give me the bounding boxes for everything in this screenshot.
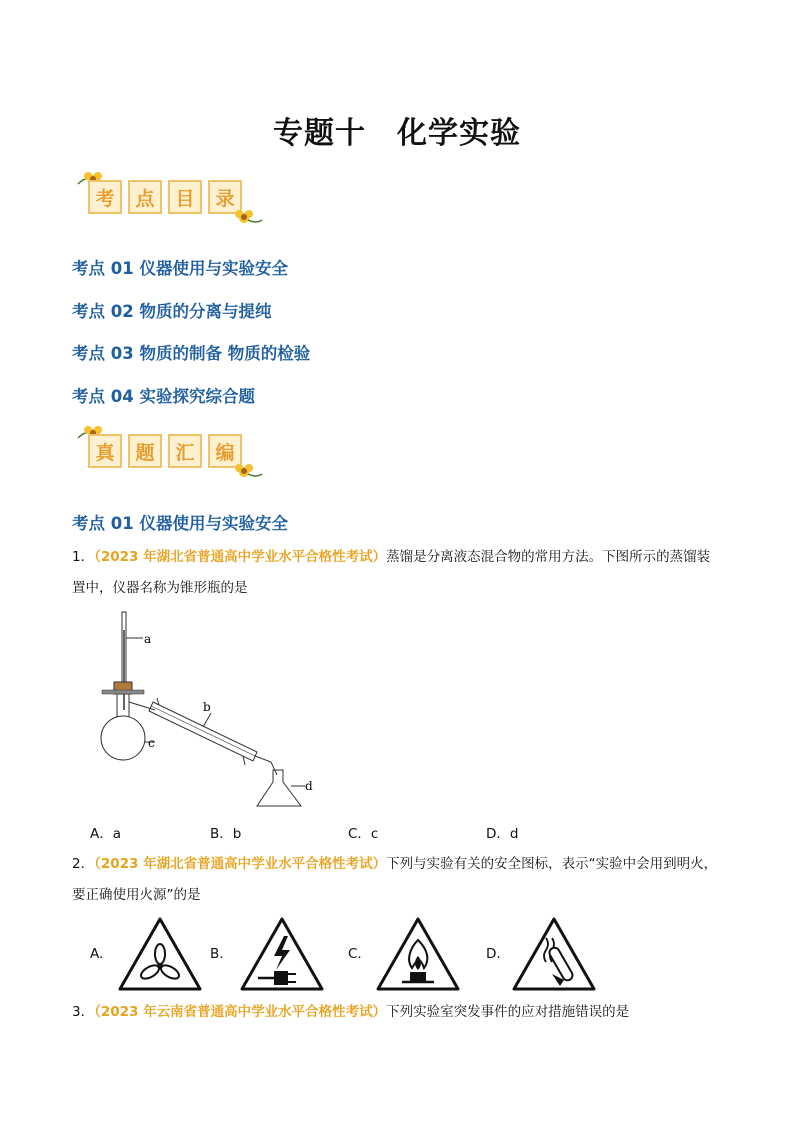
real-questions-banner — [76, 424, 266, 484]
question-2 — [72, 849, 732, 911]
question-1 — [72, 542, 732, 604]
option-a[interactable]: A. — [90, 946, 104, 962]
banner-char: 汇 — [168, 434, 202, 468]
toc-item[interactable]: 考点 04 实验探究综合题 — [72, 387, 255, 406]
option-c[interactable]: C．c — [348, 826, 379, 842]
option-b[interactable]: B．b — [210, 826, 242, 842]
option-a[interactable]: A．a — [90, 826, 122, 842]
toc-item[interactable]: 考点 01 仪器使用与实验安全 — [72, 259, 288, 278]
figure-label: a — [144, 632, 152, 646]
option-b[interactable]: B. — [210, 946, 224, 962]
question-number: 1． — [72, 549, 95, 565]
fan-warning-icon[interactable] — [118, 916, 202, 992]
banner-char: 点 — [128, 180, 162, 214]
question-source: （2023 年湖北省普通高中学业水平合格性考试） — [94, 549, 387, 565]
page-title: 专题十 化学实验 — [273, 116, 521, 151]
figure-label: b — [203, 700, 211, 714]
banner-char: 目 — [168, 180, 202, 214]
open-flame-icon[interactable] — [376, 916, 460, 992]
toc-item[interactable]: 考点 03 物质的制备 物质的检验 — [72, 344, 311, 363]
electric-warning-icon[interactable] — [240, 916, 324, 992]
banner-char: 编 — [208, 434, 242, 468]
banner-char: 题 — [128, 434, 162, 468]
question-3 — [72, 997, 732, 1028]
question-text: 蒸馏是分离液态混合物的常用方法。下图所示的蒸馏装 — [386, 549, 711, 565]
toc-banner — [76, 170, 266, 230]
option-d[interactable]: D. — [486, 946, 501, 962]
toc-item[interactable]: 考点 02 物质的分离与提纯 — [72, 302, 272, 321]
figure-label: c — [148, 736, 155, 750]
question-source: （2023 年云南省普通高中学业水平合格性考试） — [94, 1004, 387, 1020]
question-number: 2． — [72, 856, 95, 872]
banner-char: 真 — [88, 434, 122, 468]
question-text: 要正确使用火源”的是 — [72, 887, 201, 903]
banner-char: 考 — [88, 180, 122, 214]
flower-icon — [230, 208, 264, 230]
distillation-apparatus-figure — [95, 610, 335, 815]
question-text: 置中，仪器名称为锥形瓶的是 — [72, 580, 248, 596]
question-text: 下列实验室突发事件的应对措施错误的是 — [386, 1004, 630, 1020]
question-number: 3． — [72, 1004, 95, 1020]
question-text: 下列与实验有关的安全图标，表示“实验中会用到明火， — [386, 856, 718, 872]
option-d[interactable]: D．d — [486, 826, 519, 842]
figure-label: d — [305, 779, 313, 793]
banner-char: 录 — [208, 180, 242, 214]
section-heading: 考点 01 仪器使用与实验安全 — [72, 514, 288, 533]
hot-test-tube-icon[interactable] — [512, 916, 596, 992]
question-source: （2023 年湖北省普通高中学业水平合格性考试） — [94, 856, 387, 872]
option-c[interactable]: C. — [348, 946, 362, 962]
flower-icon — [230, 462, 264, 484]
